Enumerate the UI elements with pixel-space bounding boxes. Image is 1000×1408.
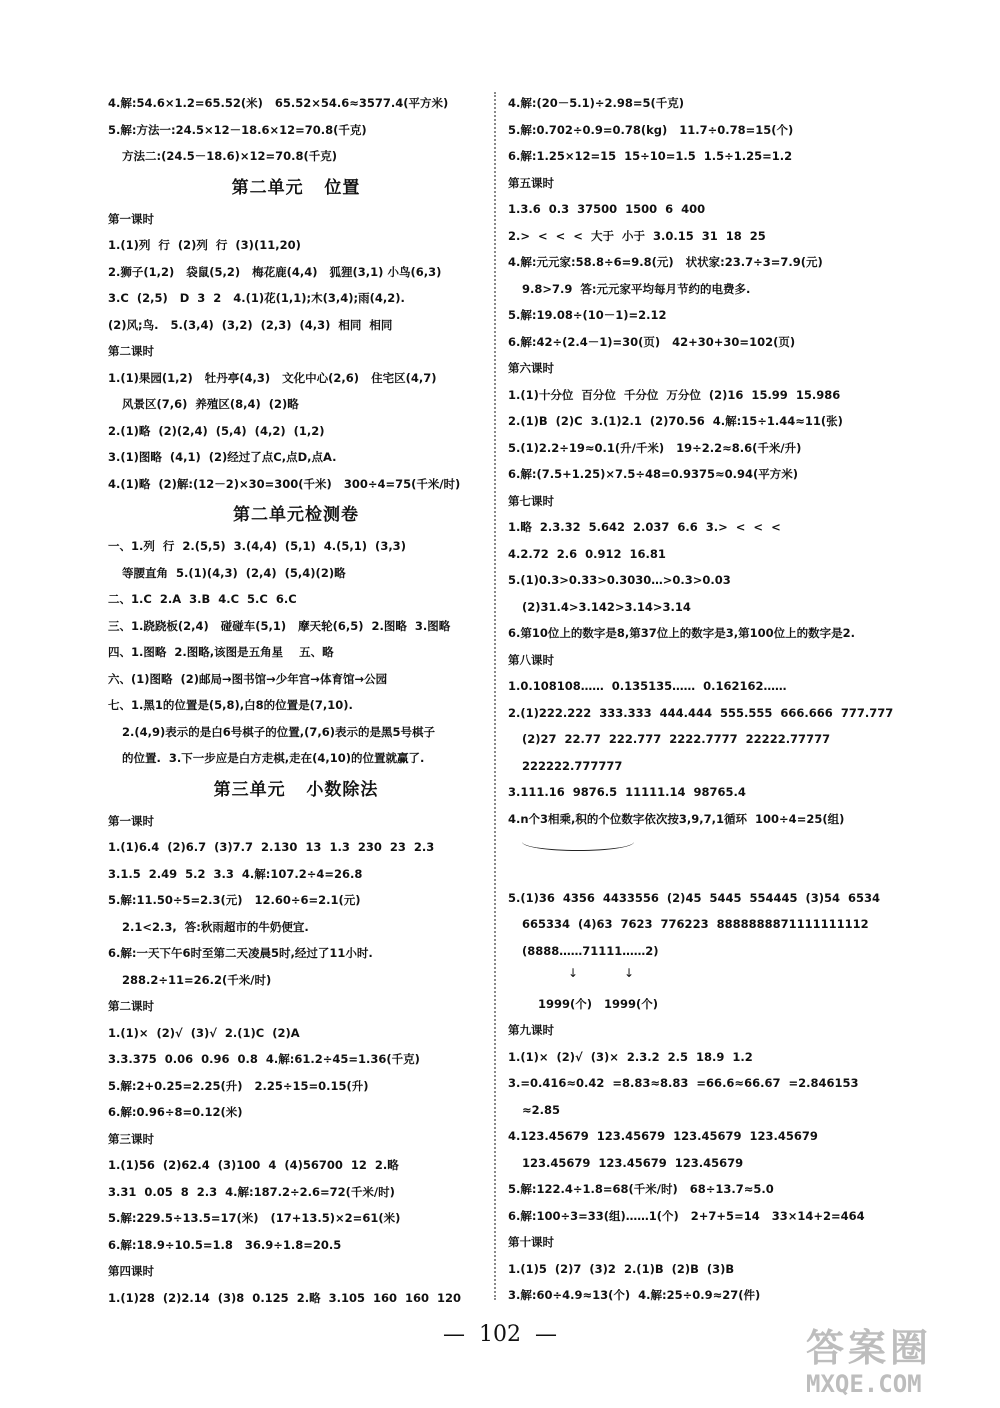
answer-line: 4.解:54.6×1.2=65.52(米) 65.52×54.6≈3577.4(平方米)	[108, 96, 449, 110]
answer-line: 1.0.108108…… 0.135135…… 0.162162……	[508, 679, 787, 693]
answer-line: ≈2.85	[522, 1102, 561, 1117]
answer-line: 二、1.C 2.A 3.B 4.C 5.C 6.C	[108, 592, 297, 606]
answer-line: 2.(1)B (2)C 3.(1)2.1 (2)70.56 4.解:15÷1.44≈11(张)	[508, 414, 843, 428]
answer-line: 1.(1)列 行 (2)列 行 (3)(11,20)	[108, 238, 301, 252]
answer-line: 风景区(7,6) 养殖区(8,4) (2)略	[122, 397, 299, 411]
answer-line: 6.解:18.9÷10.5=1.8 36.9÷1.8=20.5	[108, 1237, 342, 1252]
answer-line: 3.31 0.05 8 2.3 4.解:187.2÷2.6=72(千米/时)	[108, 1184, 395, 1199]
answer-line: 2.(1)222.222 333.333 444.444 555.555 666.666 777.777	[508, 705, 894, 720]
answer-line: 665334 (4)63 7623 776223 8888888871111111112	[522, 917, 869, 931]
lesson-label: 第五课时	[508, 175, 554, 190]
answer-line: (2)31.4>3.142>3.14>3.14	[522, 599, 691, 614]
answer-line: 123.45679 123.45679 123.45679	[522, 1155, 744, 1170]
test2-title: 第二单元检测卷	[233, 505, 359, 525]
answer-line: 2.(1)略 (2)(2,4) (5,4) (4,2) (1,2)	[108, 423, 325, 438]
answer-line: 6.解:42÷(2.4－1)=30(页) 42+30+30=102(页)	[508, 334, 796, 349]
answer-line: 1.略 2.3.32 5.642 2.037 6.6 3.> < < <	[508, 520, 781, 534]
answer-line: 2.> < < < 大于 小于 3.0.15 31 18 25	[508, 228, 766, 243]
spacer	[508, 859, 938, 885]
answer-line: 6.解:1.25×12=15 15÷10=1.5 1.5÷1.25=1.2	[508, 149, 793, 163]
answer-line: 3.111.16 9876.5 11111.14 98765.4	[508, 785, 746, 799]
answer-line: 5.解:11.50÷5=2.3(元) 12.60÷6=2.1(元)	[108, 893, 361, 907]
answer-line: 1.(1)果园(1,2) 牡丹亭(4,3) 文化中心(2,6) 住宅区(4,7)	[108, 370, 437, 385]
answer-line: 3.3.375 0.06 0.96 0.8 4.解:61.2÷45=1.36(千克)	[108, 1052, 420, 1066]
answer-line: 一、1.列 行 2.(5,5) 3.(4,4) (5,1) 4.(5,1) (3,3)	[108, 539, 406, 553]
underbrace	[522, 842, 634, 851]
answer-line: 5.解:122.4÷1.8=68(千米/时) 68÷13.7≈5.0	[508, 1182, 774, 1196]
answer-line: 288.2÷11=26.2(千米/时)	[122, 972, 272, 987]
lesson-label: 第十课时	[508, 1235, 554, 1249]
answer-line: 6.解:(7.5+1.25)×7.5÷48=0.9375≈0.94(平方米)	[508, 467, 799, 481]
answer-line: 3.(1)图略 (4,1) (2)经过了点C,点D,点A.	[108, 450, 337, 464]
down-arrow-icon: ↓	[624, 966, 635, 980]
answer-line: 3.1.5 2.49 5.2 3.3 4.解:107.2÷4=26.8	[108, 866, 363, 881]
answer-line: 222222.777777	[522, 758, 623, 773]
underbrace-label	[570, 854, 593, 859]
answer-line: 1999(个) 1999(个)	[538, 996, 659, 1011]
page-number: — 102 —	[443, 1322, 557, 1347]
lesson-label: 第七课时	[508, 493, 554, 508]
column-divider	[494, 92, 496, 1300]
down-arrows	[508, 964, 938, 991]
answer-line: 5.解:2+0.25=2.25(升) 2.25÷15=0.15(升)	[108, 1078, 369, 1093]
unit2-title: 第二单元 位置	[231, 177, 361, 198]
answer-line: 3.=0.416≈0.42 =8.83≈8.83 =66.6≈66.67 =2.846153	[508, 1076, 859, 1090]
lesson-label: 第八课时	[508, 652, 554, 667]
answer-line: 1.(1)6.4 (2)6.7 (3)7.7 2.130 13 1.3 230 23 2.3	[108, 840, 435, 854]
lesson-label: 第一课时	[108, 813, 154, 828]
lesson-label: 第一课时	[108, 211, 154, 226]
answer-line: 6.解:0.96÷8=0.12(米)	[108, 1105, 243, 1119]
answer-line: 5.解:方法一:24.5×12－18.6×12=70.8(千克)	[108, 122, 367, 137]
answer-line: (2)27 22.77 222.777 2222.7777 22222.77777	[522, 732, 831, 746]
answer-line: 4.(1)略 (2)解:(12－2)×30=300(千米) 300÷4=75(千米/时)	[108, 476, 461, 491]
answer-line: 4.2.72 2.6 0.912 16.81	[508, 546, 666, 561]
answer-line: 4.解:元元家:58.8÷6=9.8(元) 状状家:23.7÷3=7.9(元)	[508, 255, 823, 269]
lesson-label: 第九课时	[508, 1023, 554, 1037]
answer-line: 2.1<2.3, 答:秋雨超市的牛奶便宜.	[122, 919, 309, 934]
answer-line: (2)风;鸟. 5.(3,4) (3,2) (2,3) (4,3) 相同 相同	[108, 317, 393, 332]
answer-line: 6.第10位上的数字是8,第37位上的数字是3,第100位上的数字是2.	[508, 626, 855, 640]
lesson-label: 第二课时	[108, 344, 154, 358]
answer-line: 1.(1)28 (2)2.14 (3)8 0.125 2.略 3.105 160 160 120	[108, 1290, 461, 1305]
answer-line: 5.(1)0.3>0.33>0.3030…>0.3>0.03	[508, 573, 731, 587]
right-column	[508, 90, 938, 1309]
answer-line: (8888……71111……2)	[522, 943, 659, 958]
answer-line: 的位置. 3.下一步应是白方走棋,走在(4,10)的位置就赢了.	[122, 751, 425, 765]
lesson-label: 第六课时	[508, 361, 554, 375]
answer-line	[508, 832, 938, 859]
answer-line: 七、1.黑1的位置是(5,8),白8的位置是(7,10).	[108, 698, 353, 712]
answer-line: 等腰直角 5.(1)(4,3) (2,4) (5,4)(2)略	[122, 565, 346, 580]
lesson-label: 第二课时	[108, 999, 154, 1013]
answer-line: 5.(1)36 4356 4433556 (2)45 5445 554445 (3)54 6534	[508, 890, 881, 905]
answer-line: 1.(1)× (2)√ (3)√ 2.(1)C (2)A	[108, 1025, 300, 1040]
answer-line: 1.(1)× (2)√ (3)× 2.3.2 2.5 18.9 1.2	[508, 1049, 753, 1064]
answer-line: 6.解:一天下午6时至第二天凌晨5时,经过了11小时.	[108, 946, 373, 960]
answer-line: 4.123.45679 123.45679 123.45679 123.45679	[508, 1129, 818, 1143]
watermark-text: 答案圈	[806, 1326, 933, 1370]
answer-line: 三、1.跷跷板(2,4) 碰碰车(5,1) 摩天轮(6,5) 2.图略 3.图略	[108, 618, 451, 633]
answer-line: 3.C (2,5) D 3 2 4.(1)花(1,1);木(3,4);雨(4,2).	[108, 291, 405, 305]
answer-line: 六、(1)图略 (2)邮局→图书馆→少年宫→体育馆→公园	[108, 671, 388, 686]
down-arrow-icon: ↓	[568, 966, 579, 980]
answer-line: 9.8>7.9 答:元元家平均每月节约的电费多.	[522, 281, 751, 296]
answer-line: 5.(1)2.2÷19≈0.1(升/千米) 19÷2.2≈8.6(千米/升)	[508, 440, 802, 455]
watermark-logo	[806, 1326, 996, 1404]
answer-line: 四、1.图略 2.图略,该图是五角星 五、略	[108, 645, 334, 659]
lesson-label: 第三课时	[108, 1131, 154, 1146]
answer-line: 2.(4,9)表示的是白6号棋子的位置,(7,6)表示的是黑5号棋子	[122, 724, 436, 739]
answer-line: 1.(1)5 (2)7 (3)2 2.(1)B (2)B (3)B	[508, 1261, 735, 1276]
answer-line: 2.狮子(1,2) 袋鼠(5,2) 梅花鹿(4,4) 狐狸(3,1) 小鸟(6,3)	[108, 264, 442, 279]
answer-line: 4.n个3相乘,积的个位数字依次按3,9,7,1循环 100÷4=25(组)	[508, 811, 845, 826]
answer-line: 4.解:(20－5.1)÷2.98=5(千克)	[508, 96, 685, 110]
answer-line: 5.解:19.08÷(10－1)=2.12	[508, 308, 667, 322]
answer-line: 1.(1)56 (2)62.4 (3)100 4 (4)56700 12 2.略	[108, 1158, 399, 1172]
watermark-url: MXQE.COM	[806, 1370, 922, 1398]
left-column	[108, 90, 484, 1311]
answer-line: 1.3.6 0.3 37500 1500 6 400	[508, 202, 706, 216]
answer-line: 5.解:0.702÷0.9=0.78(kg) 11.7÷0.78=15(个)	[508, 122, 794, 137]
lesson-label: 第四课时	[108, 1264, 154, 1278]
answer-line: 5.解:229.5÷13.5=17(米) (17+13.5)×2=61(米)	[108, 1211, 401, 1225]
answer-line: 1.(1)十分位 百分位 千分位 万分位 (2)16 15.99 15.986	[508, 387, 841, 402]
answer-line: 方法二:(24.5－18.6)×12=70.8(千克)	[122, 149, 338, 163]
answer-line: 3.解:60÷4.9≈13(个) 4.解:25÷0.9≈27(件)	[508, 1288, 761, 1302]
answer-line: 6.解:100÷3=33(组)……1(个) 2+7+5=14 33×14+2=464	[508, 1208, 865, 1223]
unit3-title: 第三单元 小数除法	[213, 779, 379, 800]
